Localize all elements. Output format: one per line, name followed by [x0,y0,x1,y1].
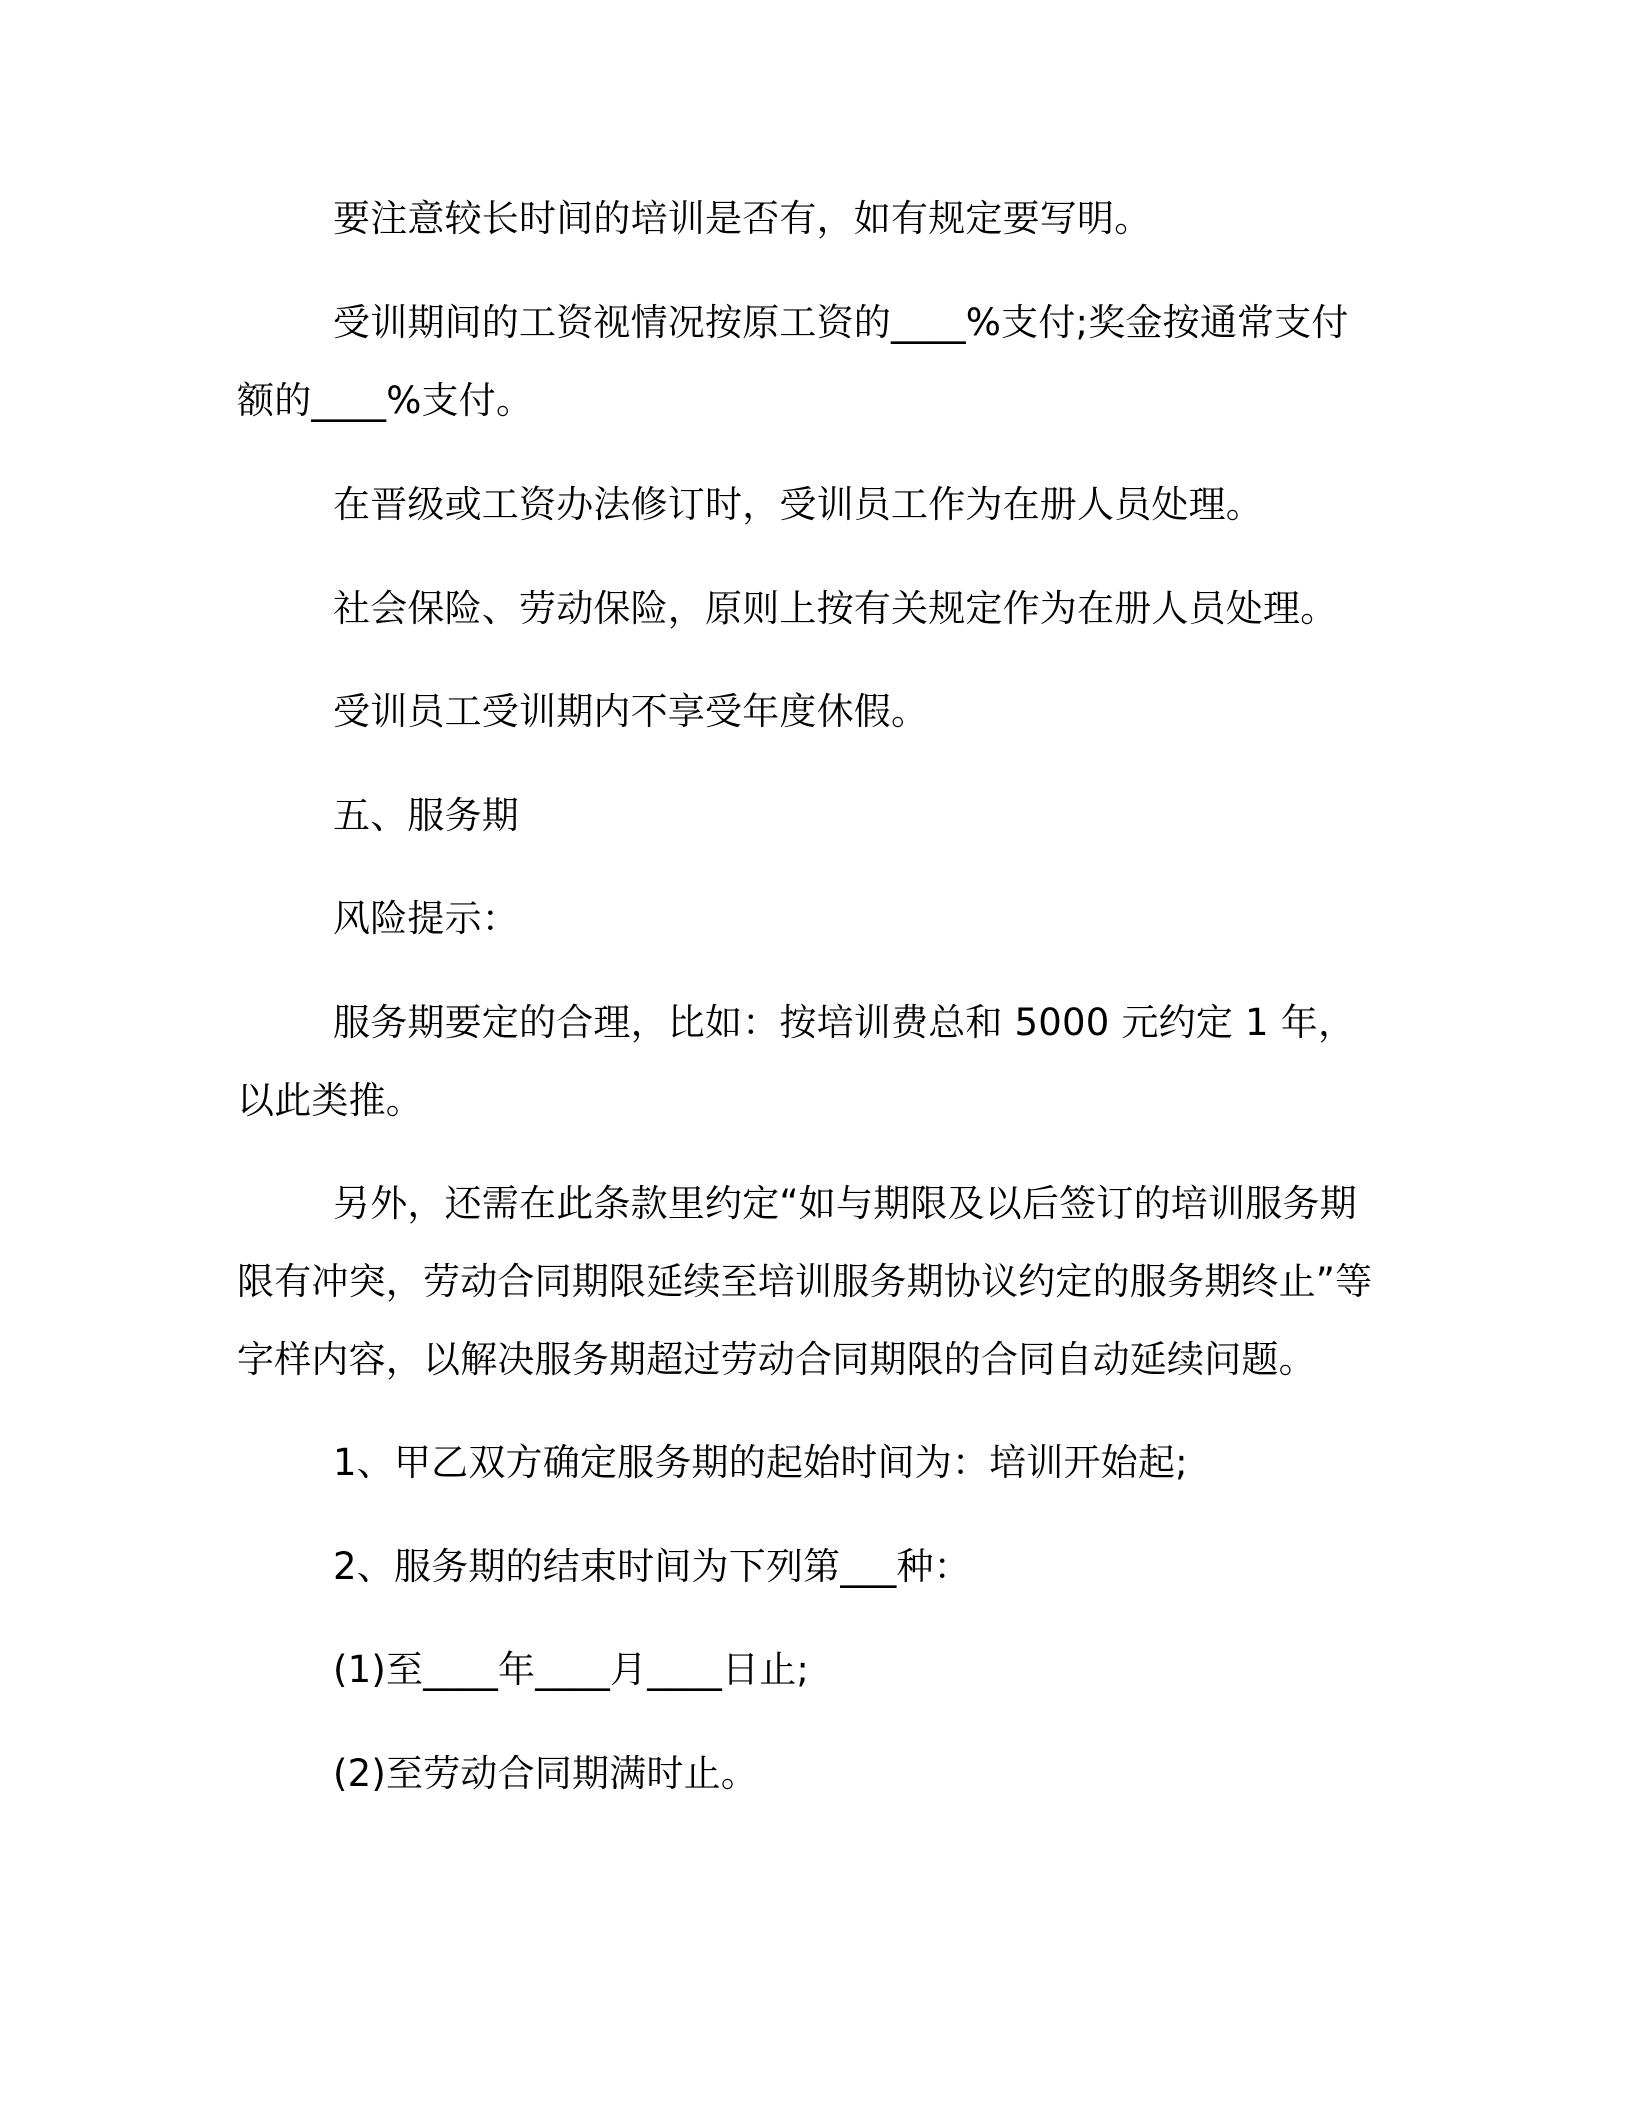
section-heading-service-period: 五、服务期 [333,794,519,837]
list-item-option-1-date: (1)至____年____月____日止; [333,1648,810,1691]
paragraph-risk-notice-heading: 风险提示： [333,897,519,940]
list-item-service-end: 2、服务期的结束时间为下列第___种： [333,1545,971,1588]
list-item-service-start: 1、甲乙双方确定服务期的起始时间为：培训开始起; [333,1441,1188,1484]
paragraph-promotion-status: 在晋级或工资办法修订时，受训员工作为在册人员处理。 [333,483,1263,526]
paragraph-wage-during-training: 受训期间的工资视情况按原工资的____%支付;奖金按通常支付额的____%支付。 [237,301,1349,422]
paragraph-social-insurance: 社会保险、劳动保险，原则上按有关规定作为在册人员处理。 [333,587,1338,630]
list-item-option-2-contract-end: (2)至劳动合同期满时止。 [333,1752,759,1795]
paragraph-service-period-reasonable: 服务期要定的合理，比如：按培训费总和 5000 元约定 1 年，以此类推。 [237,1001,1356,1122]
paragraph-training-notice: 要注意较长时间的培训是否有，如有规定要写明。 [333,197,1152,240]
paragraph-no-annual-leave: 受训员工受训期内不享受年度休假。 [333,690,929,733]
paragraph-contract-extension: 另外，还需在此条款里约定“如与期限及以后签订的培训服务期限有冲突，劳动合同期限延续至培训服务期协议约定的服务期终止”等字样内容，以解决服务期超过劳动合同期限的合同自动延续问题。 [237,1182,1373,1381]
